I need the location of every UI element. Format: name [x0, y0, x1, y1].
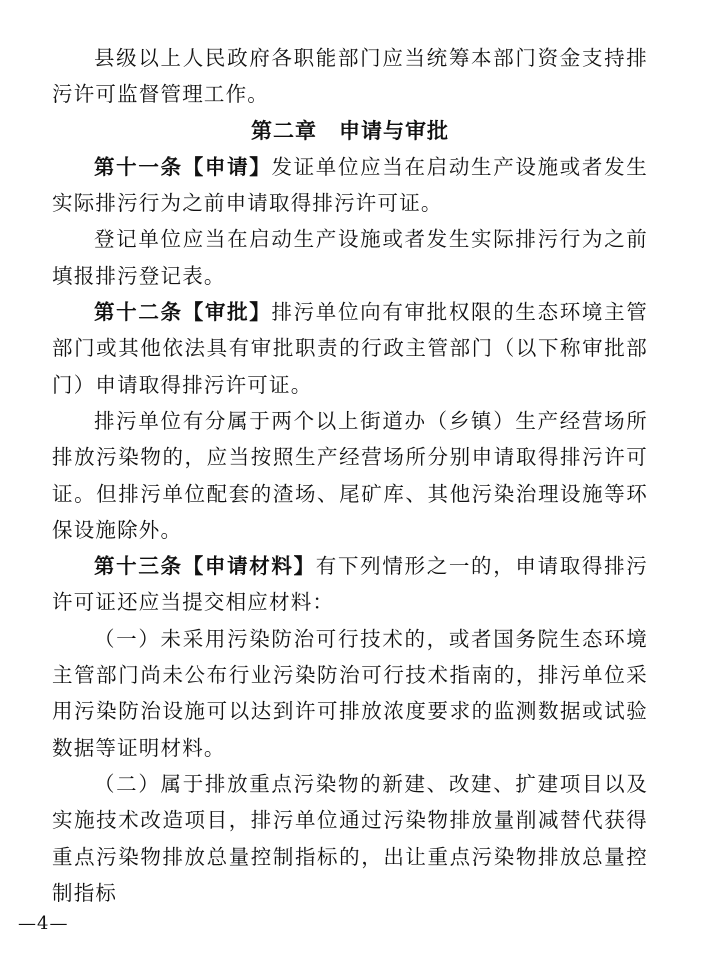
item-1: （一）未采用污染防治可行技术的，或者国务院生态环境主管部门尚未公布行业污染防治可行技术指南的，排污单位采用污染防治设施可以达到许可排放浓度要求的监测数据或试验数据等证明材料。 — [52, 626, 648, 760]
article-13-text: 有下列情形之一的，申请取得排污许可证还应当提交相应材料： — [52, 554, 649, 615]
article-13 — [52, 548, 648, 621]
paragraph-registration: 登记单位应当在启动生产设施或者发生实际排污行为之前填报排污登记表。 — [52, 227, 648, 288]
article-13-label: 第十三条【申请材料】 — [94, 554, 316, 579]
document-body — [52, 40, 648, 911]
paragraph-funding: 县级以上人民政府各职能部门应当统筹本部门资金支持排污许可监督管理工作。 — [52, 46, 648, 107]
article-12 — [52, 294, 648, 403]
page-number: —4— — [18, 913, 69, 934]
article-12-label: 第十二条【审批】 — [94, 300, 272, 325]
item-2: （二）属于排放重点污染物的新建、改建、扩建项目以及实施技术改造项目，排污单位通过污染物排放量削减替代获得重点污染物排放总量控制指标的，出让重点污染物排放总量控制指标 — [52, 771, 648, 905]
article-11-label: 第十一条【申请】 — [94, 154, 272, 179]
article-11-text: 发证单位应当在启动生产设施或者发生实际排污行为之前申请取得排污许可证。 — [52, 154, 648, 216]
paragraph-multiple-sites: 排污单位有分属于两个以上街道办（乡镇）生产经营场所排放污染物的，应当按照生产经营场所分别申请取得排污许可证。但排污单位配套的渣场、尾矿库、其他污染治理设施等环保设施除外。 — [52, 408, 648, 542]
chapter-heading: 第二章 申请与审批 — [251, 117, 449, 143]
article-11 — [52, 149, 648, 222]
article-12-text: 排污单位向有审批权限的生态环境主管部门或其他依法具有审批职责的行政主管部门（以下称审批部门）申请取得排污许可证。 — [52, 300, 648, 397]
